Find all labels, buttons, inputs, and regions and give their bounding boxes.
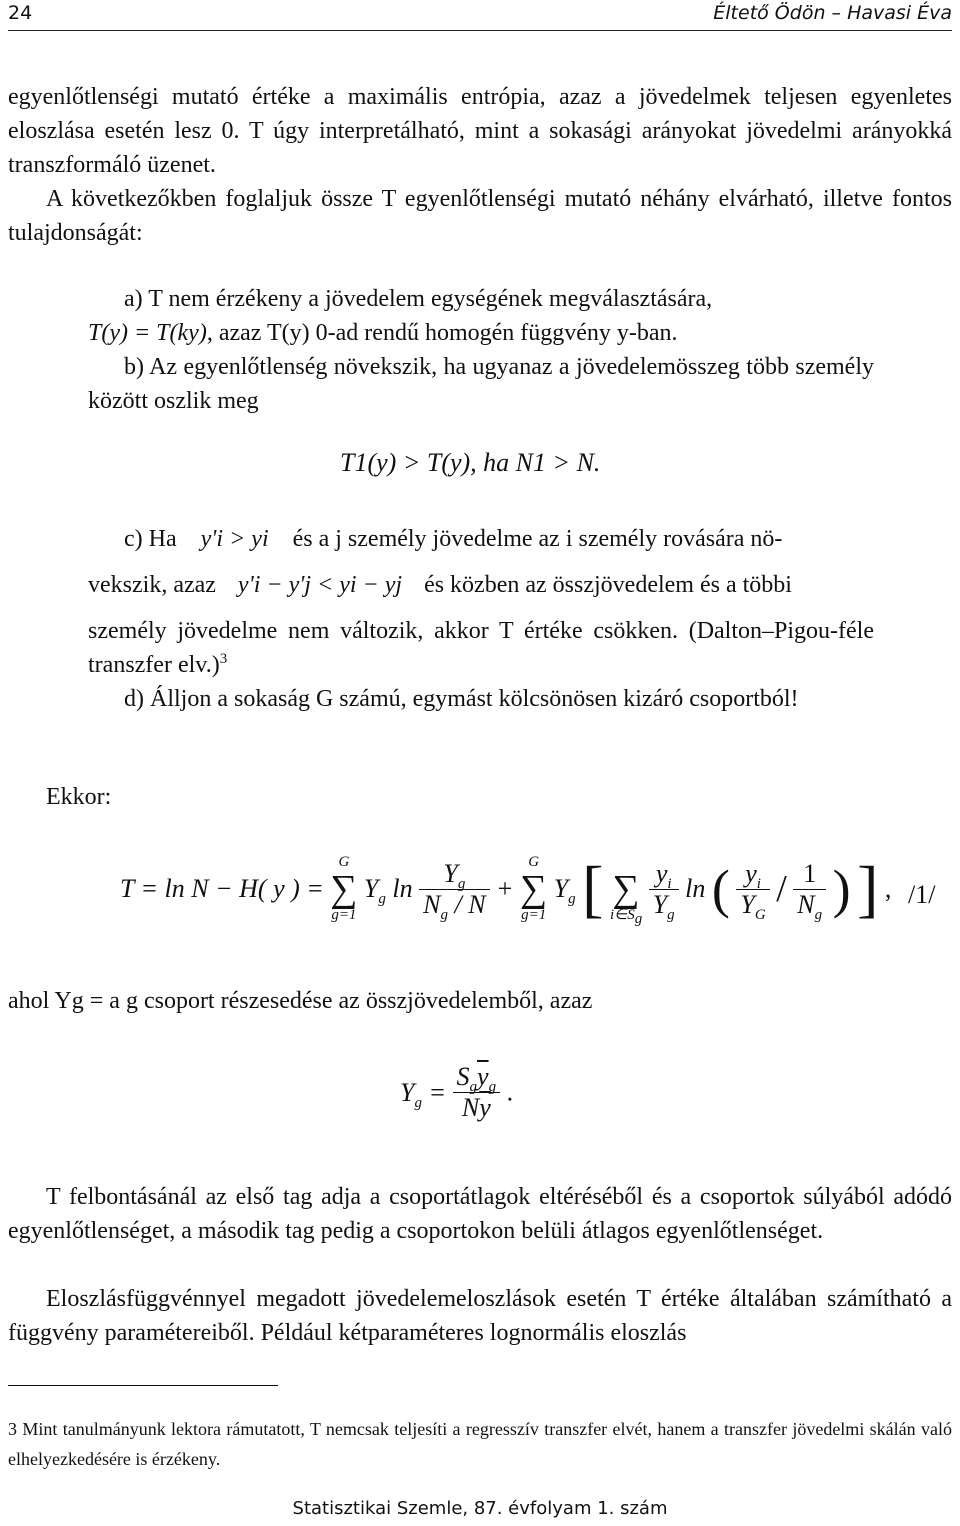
item-c-condition2: y'i − y'j < yi − yj — [237, 572, 403, 598]
item-a-text: , azaz T(y) 0-ad rendű homogén függvény y-ban. — [206, 320, 678, 346]
item-b-text: b) Az egyenlőtlenség növekszik, ha ugyanaz a jövedelemösszeg több személy között oszlik meg — [88, 354, 874, 414]
ahol-line: ahol Yg = a g csoport részesedése az összjövedelemből, azaz — [8, 988, 593, 1014]
item-d: d) Álljon a sokaság G számú, egymást kölcsönösen kizáró csoportból! — [124, 686, 799, 712]
running-authors: Éltető Ödön – Havasi Éva — [713, 2, 952, 24]
item-c-condition: y'i > yi — [200, 526, 269, 552]
item-a-line1: a) T nem érzékeny a jövedelem egységének megválasztására, — [124, 286, 713, 312]
item-a-line2 — [88, 316, 948, 350]
item-b-formula: T1(y) > T(y), ha N1 > N. — [340, 448, 601, 477]
item-c-rest: személy jövedelme nem változik, akkor T értéke csökken. (Dalton–Pigou-féle transzfer elv.)$^3$ — [88, 618, 874, 678]
equation-yg: $Y_g$ = $\frac{S_g\overline{y}_g}{N\overline{y}}$ . — [400, 1062, 514, 1122]
paragraph-1: egyenlőtlenségi mutató értéke a maximális entrópia, azaz a jövedelmek teljesen egyenletes eloszlása esetén lesz 0. T úgy interpretálható, mint a sokasági arányokat jövedelmi arányokká transzformáló üzenet. — [8, 84, 952, 178]
paragraph-4: Eloszlásfüggvénnyel megadott jövedelemeloszlások esetén T értéke általában számítható a függvény paramétereiből. Például kétparaméteres lognormális eloszlás — [8, 1286, 952, 1346]
footnote-rule — [8, 1385, 278, 1386]
equation-1: T = ln N − H( y ) = G ∑ g=1 $Y_g$ ln $\frac{Y_g}{N_g / N}$ + G ∑ g=1 $Y_g$ [ ∑ $i\in S_g$ $\frac{y_i}{Y_g}$ ln ( $\frac{y_i}{Y_G}$ / $\frac{1}{N_g}$ ) ] , — [120, 853, 892, 927]
item-a-formula: T(y) = T(ky) — [88, 320, 207, 346]
page-number: 24 — [8, 2, 33, 24]
paragraph-3: T felbontásánál az első tag adja a csoportátlagok eltéréséből és a csoportok súlyából adódó egyenlőtlenséget, a második tag pedig a csoportokon belüli átlagos egyenlőtlenséget. — [8, 1184, 952, 1244]
paragraph-2: A következőkben foglaljuk össze T egyenlőtlenségi mutató néhány elvárható, illetve fontos tulajdonságát: — [8, 186, 952, 246]
footnote-ref: 3 — [219, 651, 228, 667]
page-footer: Statisztikai Szemle, 87. évfolyam 1. szám — [292, 1498, 668, 1519]
equation-1-label: /1/ — [908, 880, 936, 909]
page-header — [8, 0, 952, 31]
item-c-line2: vekszik, azaz y'i − y'j < yi − yj és közben az összjövedelem és a többi — [88, 572, 792, 598]
footnote: 3 Mint tanulmányunk lektora rámutatott, T nemcsak teljesíti a regresszív transzfer elvét, hanem a transzfer jövedelmi skálán való elhelyezkedésére is érzékeny. — [8, 1419, 952, 1469]
ekkor-label: Ekkor: — [46, 784, 112, 810]
item-c-line1: c) Ha y'i > yi és a j személy jövedelme az i személy rovására nö- — [124, 526, 783, 552]
